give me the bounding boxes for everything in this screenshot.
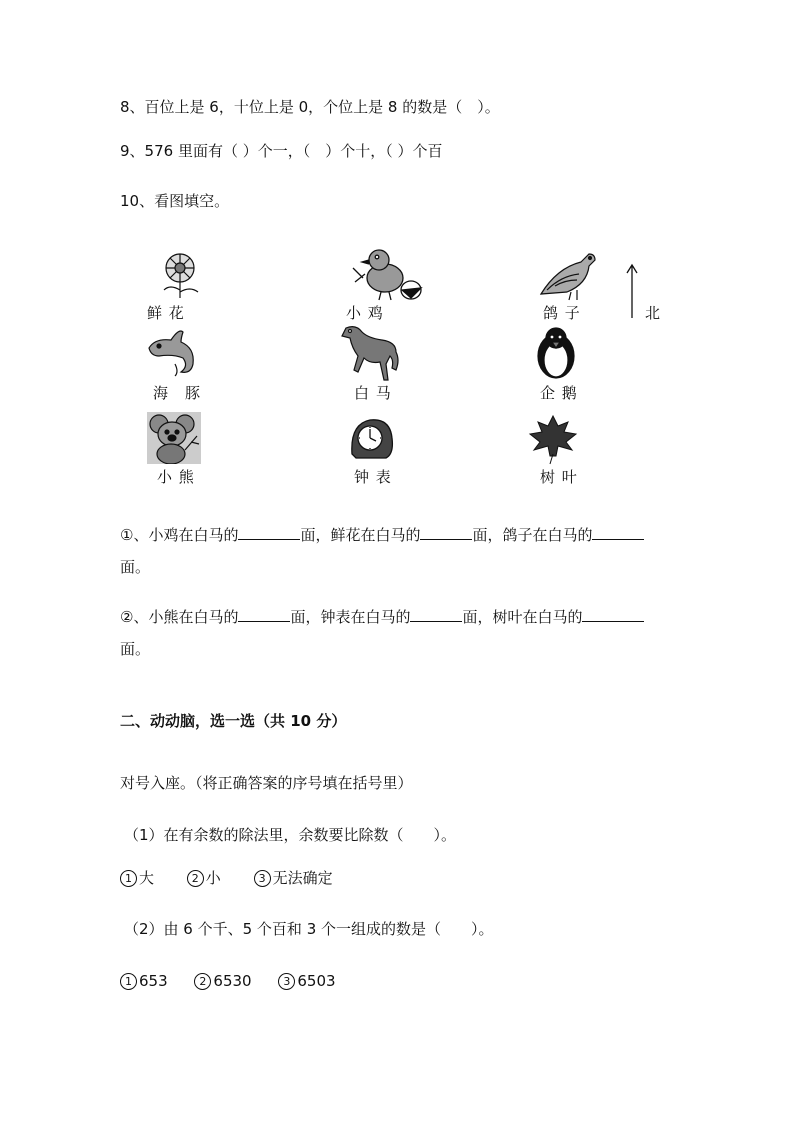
chick-icon bbox=[345, 244, 423, 302]
option-1[interactable]: 1 大 bbox=[120, 867, 154, 888]
section-heading: 二、动动脑，选一选（共 10 分） bbox=[120, 712, 347, 730]
choice-options-1 bbox=[120, 867, 361, 888]
label-penguin: 企 鹅 bbox=[540, 384, 578, 402]
penguin-icon bbox=[530, 324, 582, 380]
option-2[interactable]: 2 6530 bbox=[194, 972, 251, 990]
choice-question-2: （2）由 6 个千、5 个百和 3 个一组成的数是（ ）。 bbox=[124, 920, 494, 938]
option-2[interactable]: 2 小 bbox=[187, 867, 221, 888]
label-pigeon: 鸽 子 bbox=[543, 304, 581, 322]
fill-question-1: ①、小鸡在白马的 面，鲜花在白马的 面，鸽子在白马的 bbox=[120, 524, 644, 545]
answer-blank[interactable] bbox=[420, 525, 472, 540]
question-9: 9、576 里面有（ ）个一，（ ）个十，（ ）个百 bbox=[120, 142, 443, 160]
leaf-icon bbox=[528, 414, 578, 466]
label-horse: 白 马 bbox=[354, 384, 392, 402]
horse-icon bbox=[338, 322, 404, 382]
fill-question-2: ②、小熊在白马的 面，钟表在白马的 面，树叶在白马的 bbox=[120, 606, 644, 627]
option-3[interactable]: 3 无法确定 bbox=[254, 867, 333, 888]
label-chick: 小 鸡 bbox=[346, 304, 384, 322]
answer-blank[interactable] bbox=[238, 607, 290, 622]
label-dolphin: 海 豚 bbox=[153, 384, 202, 402]
dolphin-icon bbox=[145, 326, 201, 378]
question-8: 8、百位上是 6，十位上是 0，个位上是 8 的数是（ ）。 bbox=[120, 98, 500, 116]
clock-icon bbox=[346, 414, 396, 462]
choice-question-1: （1）在有余数的除法里，余数要比除数（ ）。 bbox=[124, 826, 457, 844]
pigeon-icon bbox=[537, 248, 599, 302]
question-10: 10、看图填空。 bbox=[120, 192, 230, 210]
answer-blank[interactable] bbox=[592, 525, 644, 540]
answer-blank[interactable] bbox=[238, 525, 300, 540]
answer-blank[interactable] bbox=[410, 607, 462, 622]
option-3[interactable]: 3 6503 bbox=[278, 972, 335, 990]
north-arrow-icon bbox=[624, 262, 640, 320]
label-flower: 鲜 花 bbox=[147, 304, 185, 322]
label-leaf: 树 叶 bbox=[540, 468, 578, 486]
koala-icon bbox=[147, 412, 201, 464]
label-koala: 小 熊 bbox=[157, 468, 195, 486]
compass-label: 北 bbox=[645, 304, 662, 322]
choice-options-2 bbox=[120, 972, 358, 990]
answer-blank[interactable] bbox=[582, 607, 644, 622]
fill-question-1-end: 面。 bbox=[120, 558, 151, 576]
label-clock: 钟 表 bbox=[354, 468, 392, 486]
section-instructions: 对号入座。（将正确答案的序号填在括号里） bbox=[120, 774, 413, 792]
flower-icon bbox=[150, 250, 206, 300]
option-1[interactable]: 1 653 bbox=[120, 972, 168, 990]
fill-question-2-end: 面。 bbox=[120, 640, 151, 658]
